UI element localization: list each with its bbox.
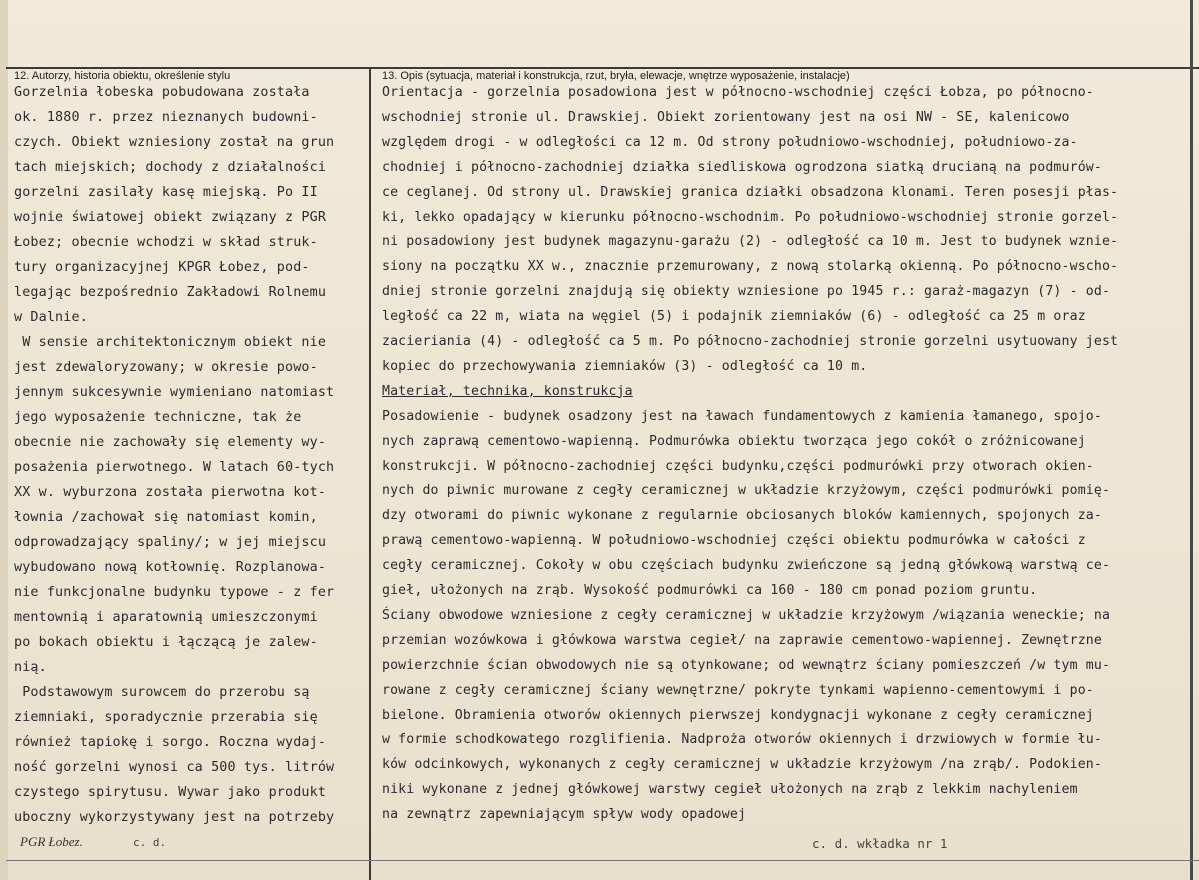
text-line: Materiał, technika, konstrukcja: [382, 383, 633, 399]
text-line: niki wykonane z jednej główkowej warstwy cegieł ułożonych na zrąb z lekkim nachyleniem: [382, 782, 1078, 798]
text-line: jennym sukcesywnie wymieniano natomiast: [14, 385, 335, 400]
text-line: ki, lekko opadający w kierunku północno-wschodnim. Po południowo-wschodniej stronie gorzel-: [382, 209, 1119, 225]
text-line: prawą cementowo-wapienną. W południowo-wschodniej części obiektu podmurówka w całości z: [382, 533, 1086, 549]
text-line: Posadowienie - budynek osadzony jest na ławach fundamentowych z kamienia łamanego, spojo-: [382, 408, 1102, 424]
text-line: ce ceglanej. Od strony ul. Drawskiej granica działki obsadzona klonami. Teren posesji płas-: [382, 184, 1119, 200]
section-13-heading: 13. Opis (sytuacja, materiał i konstrukcja, rzut, bryła, elewacje, wnętrze wyposażenie, instalacje): [382, 70, 850, 82]
continuation-note-left: c. d.: [133, 836, 167, 849]
text-line: posażenia pierwotnego. W latach 60-tych: [14, 460, 335, 475]
text-line: również tapiokę i sorgo. Roczna wydaj-: [14, 735, 327, 750]
text-line: przemian wozówkowa i główkowa warstwa cegieł/ na zaprawie cementowo-wapiennej. Zewnętrzne: [382, 632, 1102, 648]
text-line: Gorzelnia łobeska pobudowana została: [14, 85, 310, 100]
text-line: na zewnątrz zapewniającym spływ wody opadowej: [382, 807, 747, 823]
text-line: obecnie nie zachowały się elementy wy-: [14, 435, 327, 450]
text-line: powierzchnie ścian obwodowych nie są otynkowane; od wewnątrz ściany pomieszczeń /w tym mu-: [382, 657, 1111, 673]
text-line: wschodniej stronie ul. Drawskiej. Obiekt zorientowany jest na osi NW - SE, kalenicowo: [382, 109, 1070, 125]
text-line: XX w. wyburzona została pierwotna kot-: [14, 485, 327, 500]
text-line: po bokach obiektu i łączącą je zalew-: [14, 635, 318, 650]
text-line: ok. 1880 r. przez nieznanych budowni-: [14, 110, 318, 125]
text-line: czystego spirytusu. Wywar jako produkt: [14, 785, 327, 800]
text-line: Łobez; obecnie wchodzi w skład struk-: [14, 235, 318, 250]
text-line: wojnie światowej obiekt związany z PGR: [14, 210, 327, 225]
text-line: łownia /zachował się natomiast komin,: [14, 510, 318, 525]
header-rule: [6, 67, 1199, 69]
text-line: w formie schodkowatego rozglifienia. Nadproża otworów okiennych i drzwiowych w formie łu-: [382, 732, 1102, 748]
text-line: uboczny wykorzystywany jest na potrzeby: [14, 810, 335, 825]
text-line: w Dalnie.: [14, 310, 88, 325]
text-line: legając bezpośrednio Zakładowi Rolnemu: [14, 285, 327, 300]
right-border: [1190, 0, 1193, 880]
text-line: nych do piwnic murowane z cegły ceramicznej w układzie krzyżowym, części podmurówki pomię-: [382, 483, 1111, 499]
text-line: czych. Obiekt wzniesiony został na grun: [14, 135, 335, 150]
text-line: Ściany obwodowe wzniesione z cegły ceramicznej w układzie krzyżowym /wiązania weneckie; na: [382, 607, 1111, 623]
text-line: rowane z cegły ceramicznej ściany wewnętrzne/ pokryte tynkami wapienno-cementowymi i po-: [382, 682, 1094, 698]
text-line: siony na początku XX w., znacznie przemurowany, z nową stolarką okienną. Po północno-wscho-: [382, 259, 1119, 275]
text-line: wybudowano nową kotłownię. Rozplanowa-: [14, 560, 327, 575]
text-line: nych zaprawą cementowo-wapienną. Podmurówka obiektu tworząca jego cokół o zróżnicowanej: [382, 433, 1086, 449]
footer-rule: [6, 860, 1199, 861]
text-line: konstrukcji. W północno-zachodniej części budynku,części podmurówki przy otworach okien-: [382, 458, 1094, 474]
text-line: gieł, ułożonych na zrąb. Wysokość podmurówki ca 160 - 180 cm ponad poziom gruntu.: [382, 583, 1038, 598]
text-line: mentownią i aparatownią umieszczonymi: [14, 610, 318, 625]
paper-edge: [0, 0, 8, 880]
text-line: ni posadowiony jest budynek magazynu-garażu (2) - odległość ca 10 m. Jest to budynek wznie-: [382, 234, 1119, 250]
text-line: jest zdewaloryzowany; w okresie powo-: [14, 360, 318, 375]
text-line: dzy otworami do piwnic wykonane z regularnie obciosanych bloków kamiennych, spojonych za-: [382, 508, 1102, 524]
text-line: nie funkcjonalne budynku typowe - z fer: [14, 585, 335, 600]
text-line: ległość ca 22 m, wiata na węgiel (5) i podajnik ziemniaków (6) - odległość ca 25 m oraz: [382, 309, 1086, 325]
text-line: bielone. Obramienia otworów okiennych pierwszej kondygnacji wykonane z cegły ceramicznej: [382, 707, 1094, 723]
text-line: cegły ceramicznej. Cokoły w obu częściach budynku zwieńczone są jedną główkową warstwą ce-: [382, 558, 1111, 574]
text-line: jego wyposażenie techniczne, tak że: [14, 410, 302, 425]
column-divider: [369, 67, 371, 880]
text-line: chodniej i północno-zachodniej działka siedliskowa ogrodzona siatką drucianą na podmurów-: [382, 159, 1102, 175]
text-line: tury organizacyjnej KPGR Łobez, pod-: [14, 260, 310, 275]
text-line: dniej stronie gorzelni znajdują się obiekty wzniesione po 1945 r.: garaż-magazyn (7) - od-: [382, 284, 1111, 300]
text-line: Podstawowym surowcem do przerobu są: [14, 685, 310, 700]
text-line: kopiec do przechowywania ziemniaków (3) - odległość ca 10 m.: [382, 358, 868, 374]
text-line: ków odcinkowych, wykonanych z cegły ceramicznej w układzie krzyżowym /na zrąb/. Podokien-: [382, 757, 1102, 773]
signature: PGR Łobez.: [20, 834, 83, 849]
text-line: odprowadzający spaliny/; w jej miejscu: [14, 535, 327, 550]
text-line: nią.: [14, 660, 47, 675]
text-line: względem drogi - w odległości ca 12 m. Od strony południowo-wschodniej, południowo-za-: [382, 134, 1078, 150]
text-line: ziemniaki, sporadycznie przerabia się: [14, 710, 318, 725]
text-line: ność gorzelni wynosi ca 500 tys. litrów: [14, 760, 335, 775]
text-line: Orientacja - gorzelnia posadowiona jest w północno-wschodniej części Łobza, po północno-: [382, 85, 1094, 100]
text-line: W sensie architektonicznym obiekt nie: [14, 335, 327, 350]
text-line: gorzelni zasilały kasę miejską. Po II: [14, 185, 318, 200]
text-line: tach miejskich; dochody z działalności: [14, 160, 327, 175]
continuation-note-right: c. d. wkładka nr 1: [812, 836, 948, 851]
text-line: zacieriania (4) - odległość ca 5 m. Po północno-zachodniej stronie gorzelni usytuowany jest: [382, 334, 1119, 349]
section-12-heading: 12. Autorzy, historia obiektu, określenie stylu: [14, 70, 231, 82]
